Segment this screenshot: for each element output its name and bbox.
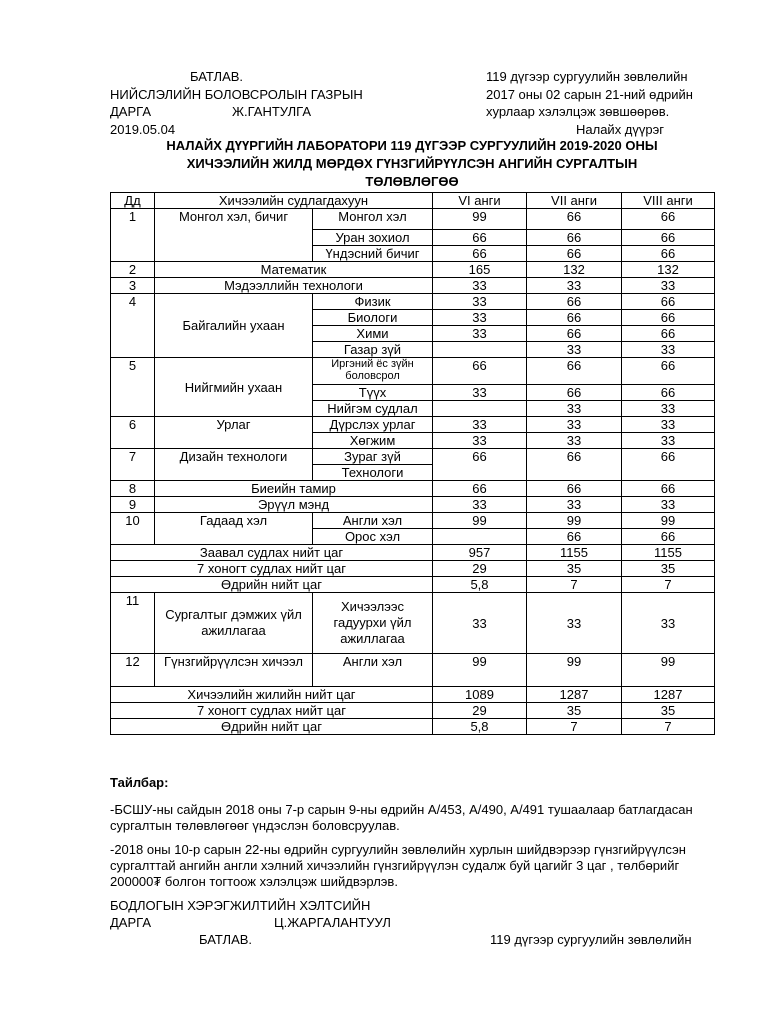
total-row: [111, 561, 715, 577]
row-number: 7: [111, 449, 155, 481]
grade6-hours: 66: [433, 246, 527, 262]
grade7-hours: 66: [527, 326, 622, 342]
grade8-hours: 66: [622, 230, 715, 246]
grade6-hours: 33: [433, 417, 527, 433]
total-label: Хичээлийн жилийн нийт цаг: [111, 687, 433, 703]
grade8-hours: 66: [622, 294, 715, 310]
row-number: 4: [111, 294, 155, 358]
table-row: [111, 262, 715, 278]
total-row: [111, 687, 715, 703]
footer-approve-label: БАТЛАВ.: [199, 932, 253, 947]
total-row: [111, 545, 715, 561]
subject-name: Иргэний ёс зүйн боловсрол: [313, 358, 433, 385]
table-row: [111, 593, 715, 654]
col-header-subject: Хичээлийн судлагдахуун: [155, 193, 433, 209]
col-header-grade8: VIII анги: [622, 193, 715, 209]
subject-name: Англи хэл: [313, 513, 433, 529]
table-row: [111, 417, 715, 433]
grade7-hours: 33: [527, 497, 622, 513]
grade7-hours: 33: [527, 278, 622, 294]
row-number: 5: [111, 358, 155, 417]
subject-name: Нийгэм судлал: [313, 401, 433, 417]
grade7-hours: 66: [527, 449, 622, 481]
subject-name: Монгол хэл: [313, 209, 433, 230]
total-row: [111, 719, 715, 735]
grade6-hours: [433, 401, 527, 417]
subject-name: Уран зохиол: [313, 230, 433, 246]
grade7-hours: 35: [527, 561, 622, 577]
subject-name: Газар зүй: [313, 342, 433, 358]
grade8-hours: 33: [622, 433, 715, 449]
grade7-hours: 35: [527, 703, 622, 719]
grade7-hours: 33: [527, 417, 622, 433]
subject-name: Хөгжим: [313, 433, 433, 449]
grade6-hours: 33: [433, 385, 527, 401]
grade7-hours: 66: [527, 310, 622, 326]
grade8-hours: 99: [622, 654, 715, 687]
subject-name: Биологи: [313, 310, 433, 326]
grade7-hours: 33: [527, 342, 622, 358]
grade7-hours: 66: [527, 294, 622, 310]
grade7-hours: 7: [527, 719, 622, 735]
grade8-hours: 66: [622, 326, 715, 342]
grade8-hours: 33: [622, 593, 715, 654]
grade6-hours: 165: [433, 262, 527, 278]
department-name: НИЙСЛЭЛИЙН БОЛОВСРОЛЫН ГАЗРЫН: [110, 87, 363, 102]
grade6-hours: 66: [433, 449, 527, 481]
grade8-hours: 33: [622, 401, 715, 417]
grade6-hours: 33: [433, 278, 527, 294]
row-number: 6: [111, 417, 155, 449]
grade6-hours: 99: [433, 654, 527, 687]
subject-group: Монгол хэл, бичиг: [155, 209, 313, 262]
grade6-hours: 33: [433, 294, 527, 310]
grade6-hours: 99: [433, 209, 527, 230]
subject-name: Зураг зүй: [313, 449, 433, 465]
grade8-hours: 132: [622, 262, 715, 278]
grade8-hours: 66: [622, 246, 715, 262]
grade6-hours: 29: [433, 703, 527, 719]
subject-name: Технологи: [313, 465, 433, 481]
grade6-hours: 66: [433, 481, 527, 497]
head-name: Ж.ГАНТУЛГА: [232, 104, 311, 119]
subject-name: Физик: [313, 294, 433, 310]
grade8-hours: 1155: [622, 545, 715, 561]
table-row: [111, 294, 715, 310]
subject-name: Хичээлээс гадуурхи үйл ажиллагаа: [313, 593, 433, 654]
grade8-hours: 7: [622, 577, 715, 593]
subject-group: Гүнзгийрүүлсэн хичээл: [155, 654, 313, 687]
grade6-hours: 33: [433, 593, 527, 654]
grade7-hours: 66: [527, 385, 622, 401]
grade7-hours: 66: [527, 529, 622, 545]
grade6-hours: 33: [433, 310, 527, 326]
grade6-hours: [433, 342, 527, 358]
grade8-hours: 35: [622, 561, 715, 577]
grade7-hours: 33: [527, 593, 622, 654]
subject-name: Орос хэл: [313, 529, 433, 545]
subject-name: Биеийн тамир: [155, 481, 433, 497]
grade8-hours: 66: [622, 209, 715, 230]
council-line3: хурлаар хэлэлцэж зөвшөөрөв.: [486, 104, 670, 119]
doc-title-line2: ХИЧЭЭЛИЙН ЖИЛД МӨРДӨХ ГҮНЗГИЙРҮҮЛСЭН АНГИЙН СУРГАЛТЫН: [186, 156, 638, 171]
table-header-row: [111, 193, 715, 209]
grade8-hours: 66: [622, 449, 715, 481]
grade6-hours: 66: [433, 358, 527, 385]
total-label: Өдрийн нийт цаг: [111, 719, 433, 735]
col-header-no: Дд: [111, 193, 155, 209]
grade6-hours: 33: [433, 497, 527, 513]
grade8-hours: 1287: [622, 687, 715, 703]
doc-title-line3: ТӨЛӨВЛӨГӨӨ: [365, 174, 459, 189]
grade7-hours: 66: [527, 230, 622, 246]
table-row: [111, 654, 715, 687]
grade7-hours: 33: [527, 433, 622, 449]
grade8-hours: 99: [622, 513, 715, 529]
subject-group: Байгалийн ухаан: [155, 294, 313, 358]
row-number: 9: [111, 497, 155, 513]
grade7-hours: 99: [527, 654, 622, 687]
subject-group: Нийгмийн ухаан: [155, 358, 313, 417]
table-row: [111, 278, 715, 294]
grade8-hours: 66: [622, 529, 715, 545]
total-label: 7 хоногт судлах нийт цаг: [111, 703, 433, 719]
col-header-grade7: VII анги: [527, 193, 622, 209]
col-header-grade6: VI анги: [433, 193, 527, 209]
approval-date: 2019.05.04: [110, 122, 176, 137]
grade7-hours: 66: [527, 358, 622, 385]
approve-label: БАТЛАВ.: [190, 69, 244, 84]
row-number: 8: [111, 481, 155, 497]
grade7-hours: 1287: [527, 687, 622, 703]
grade6-hours: [433, 529, 527, 545]
subject-name: Үндэсний бичиг: [313, 246, 433, 262]
footer-head-title: ДАРГА: [110, 915, 151, 930]
row-number: 2: [111, 262, 155, 278]
subject-name: Түүх: [313, 385, 433, 401]
council-line1: 119 дүгээр сургуулийн зөвлөлийн: [486, 69, 688, 84]
grade7-hours: 99: [527, 513, 622, 529]
grade6-hours: 5,8: [433, 577, 527, 593]
grade6-hours: 1089: [433, 687, 527, 703]
grade6-hours: 29: [433, 561, 527, 577]
subject-name: Математик: [155, 262, 433, 278]
doc-title-line1: НАЛАЙХ ДҮҮРГИЙН ЛАБОРАТОРИ 119 ДҮГЭЭР СУРГУУЛИЙН 2019-2020 ОНЫ: [166, 138, 658, 153]
notes-heading: Тайлбар:: [110, 775, 169, 790]
subject-name: Эрүүл мэнд: [155, 497, 433, 513]
grade6-hours: 33: [433, 326, 527, 342]
grade7-hours: 33: [527, 401, 622, 417]
grade6-hours: 33: [433, 433, 527, 449]
table-row: [111, 449, 715, 465]
curriculum-table: [110, 192, 715, 735]
district-name: Налайх дүүрэг: [576, 122, 664, 137]
council-line2: 2017 оны 02 сарын 21-ний өдрийн: [486, 87, 693, 102]
total-row: [111, 577, 715, 593]
subject-name: Хими: [313, 326, 433, 342]
grade7-hours: 66: [527, 209, 622, 230]
grade7-hours: 7: [527, 577, 622, 593]
subject-group: Сургалтыг дэмжих үйл ажиллагаа: [155, 593, 313, 654]
subject-name: Мэдээллийн технологи: [155, 278, 433, 294]
grade8-hours: 66: [622, 310, 715, 326]
grade6-hours: 957: [433, 545, 527, 561]
subject-name: Англи хэл: [313, 654, 433, 687]
row-number: 3: [111, 278, 155, 294]
total-row: [111, 703, 715, 719]
grade8-hours: 66: [622, 385, 715, 401]
note-paragraph-1: -БСШУ-ны сайдын 2018 оны 7-р сарын 9-ны өдрийн А/453, А/490, А/491 тушаалаар батлагдасан сургалтын төлөвлөгөөг үндэслэн боловсруулав.: [110, 802, 693, 833]
grade8-hours: 66: [622, 358, 715, 385]
table-row: [111, 209, 715, 230]
grade8-hours: 33: [622, 497, 715, 513]
subject-group: Дизайн технологи: [155, 449, 313, 481]
row-number: 1: [111, 209, 155, 262]
grade8-hours: 35: [622, 703, 715, 719]
subject-group: Гадаад хэл: [155, 513, 313, 545]
grade8-hours: 33: [622, 417, 715, 433]
grade6-hours: 66: [433, 230, 527, 246]
table-row: [111, 513, 715, 529]
grade8-hours: 7: [622, 719, 715, 735]
total-label: 7 хоногт судлах нийт цаг: [111, 561, 433, 577]
footer-head-name: Ц.ЖАРГАЛАНТУУЛ: [274, 915, 391, 930]
subject-group: Урлаг: [155, 417, 313, 449]
grade7-hours: 66: [527, 246, 622, 262]
row-number: 11: [111, 593, 155, 654]
footer-council-line: 119 дүгээр сургуулийн зөвлөлийн: [490, 932, 692, 947]
grade8-hours: 33: [622, 278, 715, 294]
grade6-hours: 5,8: [433, 719, 527, 735]
total-label: Заавал судлах нийт цаг: [111, 545, 433, 561]
grade6-hours: 99: [433, 513, 527, 529]
table-row: [111, 497, 715, 513]
head-title: ДАРГА: [110, 104, 151, 119]
row-number: 12: [111, 654, 155, 687]
grade8-hours: 66: [622, 481, 715, 497]
total-label: Өдрийн нийт цаг: [111, 577, 433, 593]
row-number: 10: [111, 513, 155, 545]
note-paragraph-2: -2018 оны 10-р сарын 22-ны өдрийн сургуулийн зөвлөлийн хурлын шийдвэрээр гүнзгийрүүлсэн сургалттай ангийн англи хэлний хичээлийн гүнзгийрүүлэн судалж буй цагийг 3 цаг , төлбөрийг 200000₮ болгон тогтоож хэлэлцэж шийдвэрлэв.: [110, 842, 686, 889]
grade7-hours: 1155: [527, 545, 622, 561]
grade7-hours: 132: [527, 262, 622, 278]
table-row: [111, 358, 715, 385]
table-row: [111, 481, 715, 497]
subject-name: Дүрслэх урлаг: [313, 417, 433, 433]
grade8-hours: 33: [622, 342, 715, 358]
grade7-hours: 66: [527, 481, 622, 497]
footer-department: БОДЛОГЫН ХЭРЭГЖИЛТИЙН ХЭЛТСИЙН: [110, 898, 371, 913]
